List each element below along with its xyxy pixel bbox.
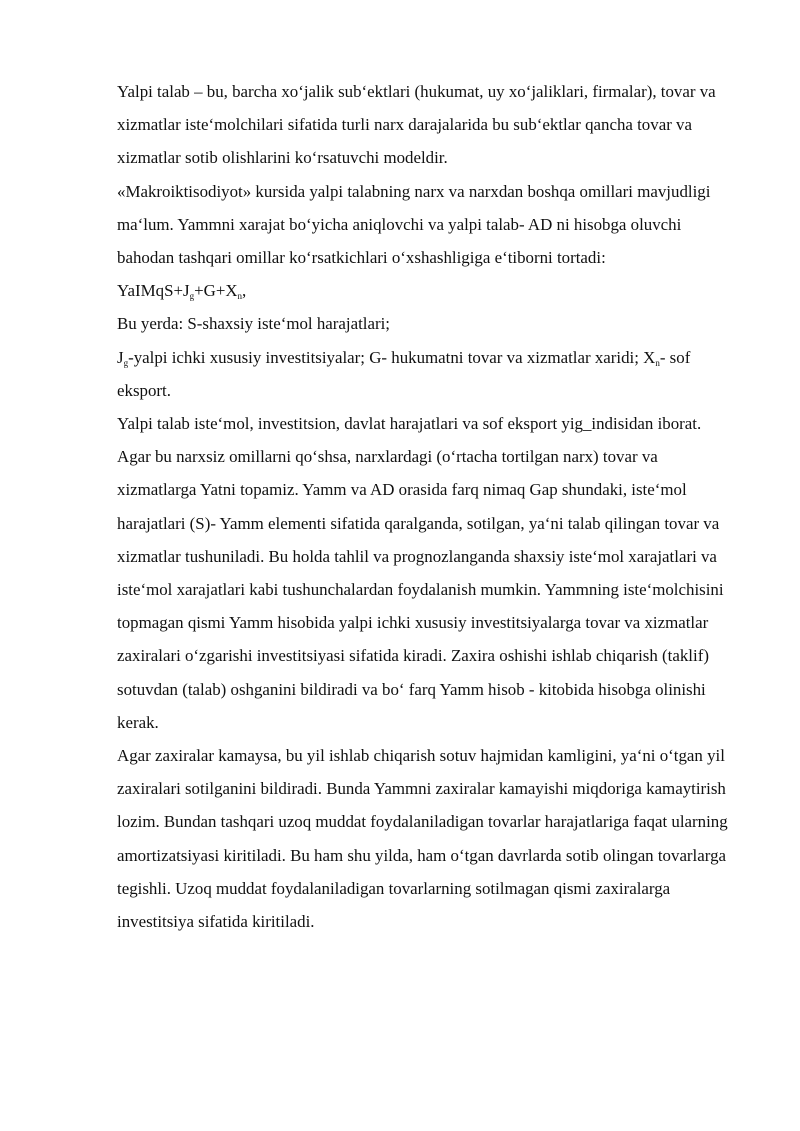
formula-gdp bbox=[117, 274, 732, 307]
paragraph-investment-definition bbox=[117, 341, 732, 407]
term-text: - sof eksport. bbox=[117, 347, 691, 400]
formula-subscript: n bbox=[237, 291, 243, 302]
document-body bbox=[117, 75, 732, 938]
term-symbol: J bbox=[117, 347, 124, 367]
term-subscript: n bbox=[655, 357, 660, 368]
paragraph-macroeconomics-context: «Makroiktisodiyot» kursida yalpi talabning narx va narxdan boshqa omillari mavjudligi ma‘lum. Yammni xarajat bo‘yicha aniqlovchi va yalpi talab- AD ni hisobga oluvchi bahodan tashqari omillar ko‘rsatkichlari o‘xshashligiga e‘tiborni tortadi: bbox=[117, 181, 711, 268]
formula-subscript: g bbox=[189, 291, 195, 302]
formula-part: , bbox=[242, 281, 247, 301]
paragraph-consumption-definition: Bu yerda: S-shaxsiy iste‘mol harajatlari; bbox=[117, 314, 390, 334]
paragraph-demand-components: Yalpi talab iste‘mol, investitsion, davlat harajatlari va sof eksport yig_indisidan iborat. Agar bu narxsiz omillarni qo‘shsa, narxlardagi (o‘rtacha tortilgan narx) tovar va xizmatlarga Yatni topamiz. Yamm va AD orasida farq nimaq Gap shundaki, iste‘mol harajatlari (S)- Yamm elementi sifatida qaralganda, sotilgan, ya‘ni talab qilingan tovar va xizmatlar tushuniladi. Bu holda tahlil va prognozlanganda shaxsiy iste‘mol xarajatlari va iste‘mol xarajatlari kabi tushunchalardan foydalanish mumkin. Yammning iste‘molchisini topmagan qismi Yamm hisobida yalpi ichki xususiy investitsiyalarga tovar va xizmatlar zaxiralari o‘zgarishi investitsiyasi sifatida kiradi. Zaxira oshishi ishlab chiqarish (taklif) sotuvdan (talab) oshganini bildiradi va bo‘ farq Yamm hisob - kitobida hisobga olinishi kerak. bbox=[117, 414, 724, 732]
paragraph-inventory-decrease: Agar zaxiralar kamaysa, bu yil ishlab chiqarish sotuv hajmidan kamligini, ya‘ni o‘tgan yil zaxiralari sotilganini bildiradi. Bunda Yammni zaxiralar kamayishi miqdoriga kamaytirish lozim. Bundan tashqari uzoq muddat foydalaniladigan tovarlar harajatlariga faqat ularning amortizatsiyasi kiritiladi. Bu ham shu yilda, ham o‘tgan davrlarda sotib olingan tovarlarga tegishli. Uzoq muddat foydalaniladigan tovarlarning sotilmagan qismi zaxiralarga investitsiya sifatida kiritiladi. bbox=[117, 746, 728, 932]
term-subscript: g bbox=[123, 357, 129, 368]
formula-part: YaIMqS+J bbox=[117, 281, 190, 301]
formula-part: +G+X bbox=[194, 281, 238, 301]
paragraph-aggregate-demand-definition: Yalpi talab – bu, barcha xo‘jalik sub‘ektlari (hukumat, uy xo‘jaliklari, firmalar), tovar va xizmatlar iste‘molchilari sifatida turli narx darajalarida bu sub‘ektlar qancha tovar va xizmatlar sotib olishlarini ko‘rsatuvchi modeldir. bbox=[117, 82, 716, 168]
term-text: -yalpi ichki xususiy investitsiyalar; G- hukumatni tovar va xizmatlar xaridi; X bbox=[128, 347, 656, 367]
